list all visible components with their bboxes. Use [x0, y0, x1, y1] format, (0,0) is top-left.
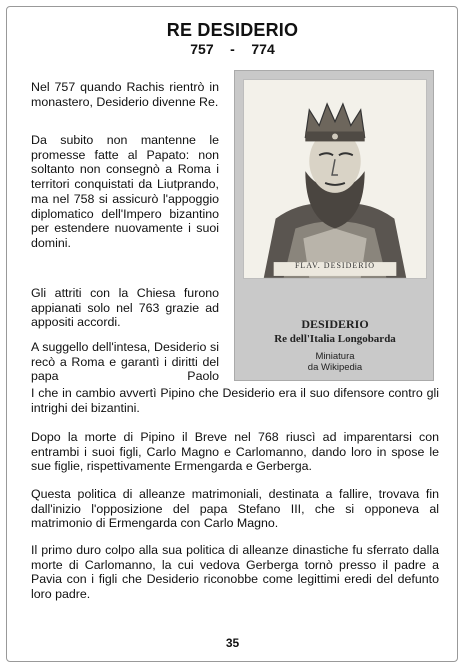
- reign-years: [0, 41, 465, 57]
- portrait-plate-text: FLAV. DESIDERIO: [294, 261, 376, 270]
- paragraph-7: Il primo duro colpo alla sua politica di alleanze dinastiche fu sferrato dalla morte di Carlomanno, la cui vedova Gerberga tornò presso il padre a Pavia con i figli che Desiderio riconobbe come legittimi eredi del defunto loro padre.: [31, 543, 439, 602]
- paragraph-5: Dopo la morte di Pipino il Breve nel 768 riuscì ad imparentarsi con entrambi i suoi figli, Carlo Magno e Carlomanno, dando loro in spose le sue figlie, rispettivamente Ermengarda e Gerberga.: [31, 430, 439, 474]
- credit-line-2: da Wikipedia: [307, 362, 363, 373]
- page-number: 35: [225, 636, 240, 650]
- reign-separator: -: [230, 41, 235, 57]
- reign-end: 774: [251, 41, 275, 57]
- caption-title: Re dell'Italia Longobarda: [274, 333, 396, 345]
- paragraph-2: Da subito non mantenne le promesse fatte al Papato: non soltanto non consegnò a Roma i territori conquistati da Liutprando, ma nel 758 si assicurò l'appoggio diplomatico dell'Impero bizantino per estendere nuovamente i suoi domini.: [31, 133, 219, 250]
- portrait-image: [243, 79, 427, 279]
- credit-line-1: Miniatura: [315, 351, 355, 362]
- paragraph-3: Gli attriti con la Chiesa furono appianati solo nel 763 grazie ad appositi accordi.: [31, 286, 219, 330]
- paragraph-4-end: I che in cambio avvertì Pipino che Desiderio era il suo difensore contro gli intrighi dei bizantini.: [31, 386, 439, 415]
- caption-credit: [235, 351, 435, 373]
- caption-name: DESIDERIO: [301, 317, 369, 331]
- portrait-figure: [234, 70, 434, 381]
- paragraph-4-start: A suggello dell'intesa, Desiderio si recò a Roma e garantì i diritti del papa Paolo: [31, 340, 219, 384]
- reign-start: 757: [190, 41, 214, 57]
- page-title: RE DESIDERIO: [166, 20, 299, 40]
- paragraph-1: Nel 757 quando Rachis rientrò in monastero, Desiderio divenne Re.: [31, 80, 219, 109]
- paragraph-6: Questa politica di alleanze matrimoniali, destinata a fallire, trovava fin dall'inizio l'opposizione del papa Stefano III, che si opponeva al matrimonio di Ermengarda con Carlo Magno.: [31, 487, 439, 531]
